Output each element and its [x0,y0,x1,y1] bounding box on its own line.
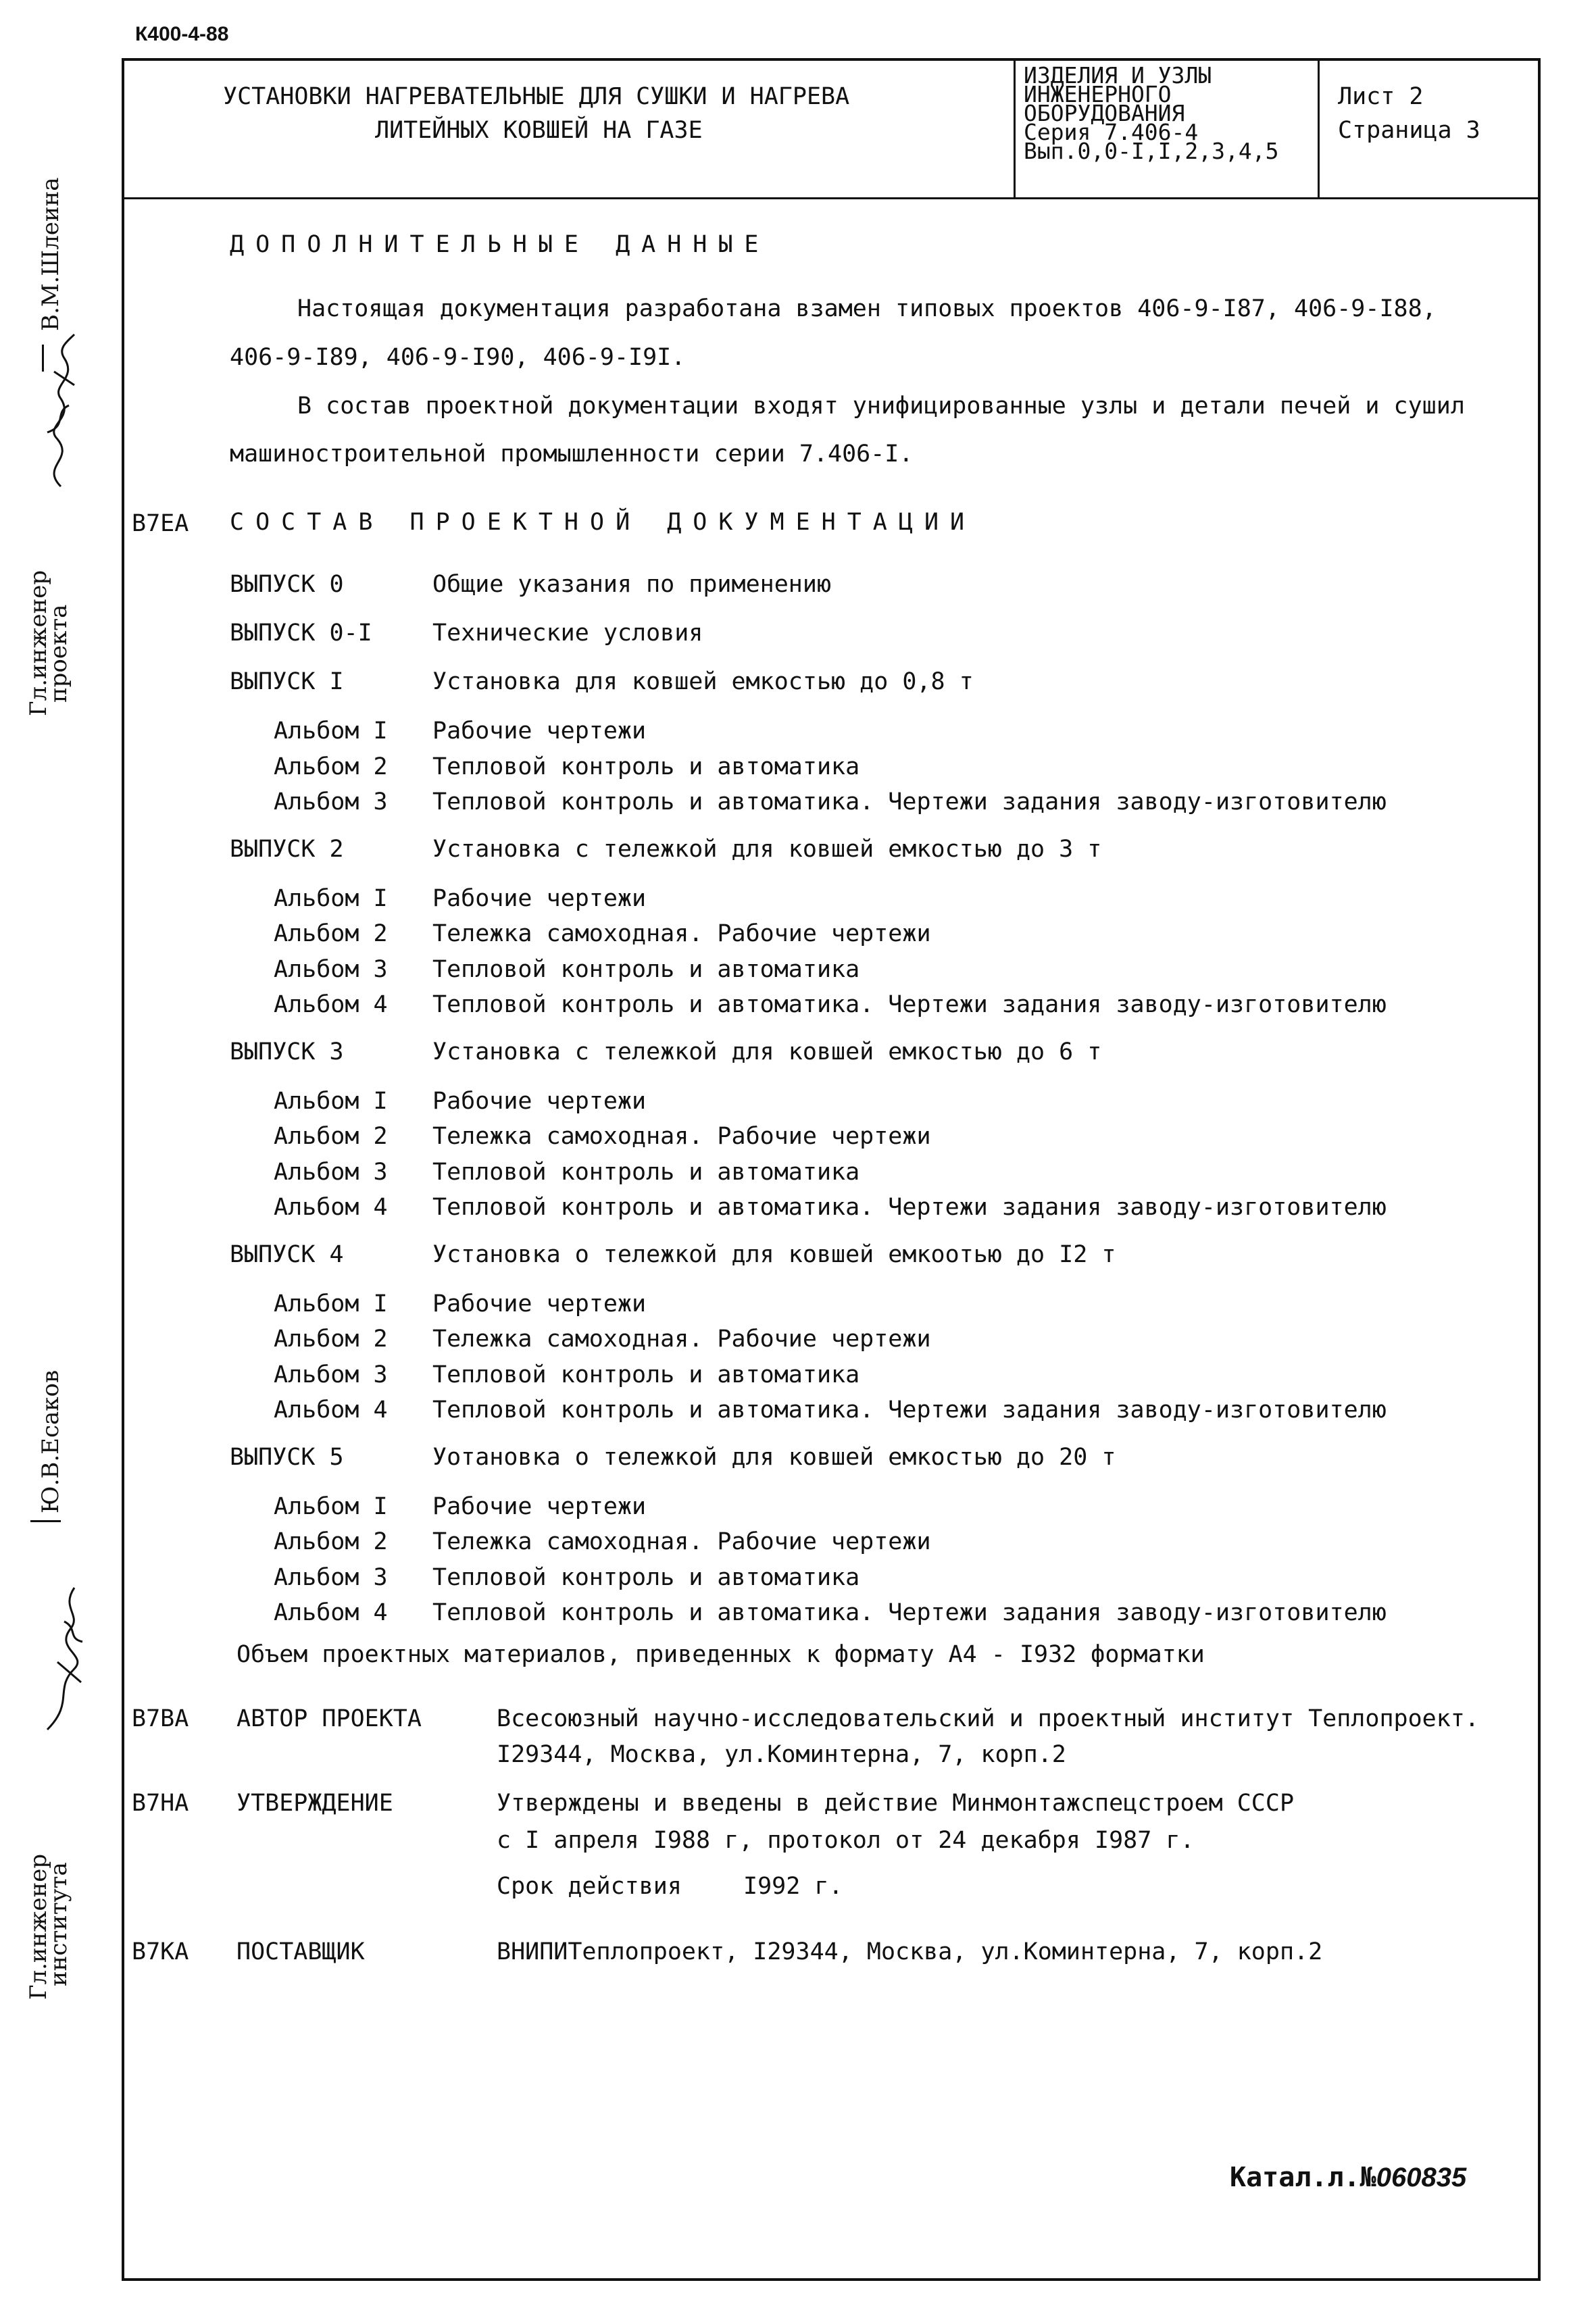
composition-code: В7ЕА [132,510,189,537]
supplier-label: ПОСТАВЩИК [236,1938,365,1965]
author-label: АВТОР ПРОЕКТА [236,1705,422,1732]
composition-item-label: Альбом 4 [274,1599,388,1626]
catalog-label: Катал.л.№ [1230,2162,1376,2193]
composition-item-label: Альбом 3 [274,1159,388,1186]
composition-heading: СОСТАВ ПРОЕКТНОЙ ДОКУМЕНТАЦИИ [230,509,976,536]
composition-item-text: Установка с тележкой для ковшей емкостью до 6 т [432,1038,1102,1065]
composition-item-label: ВЫПУСК 4 [230,1241,344,1268]
composition-item-text: Тележка самоходная. Рабочие чертежи [432,1123,931,1150]
header-series-line: Вып.0,0-I,I,2,3,4,5 [1024,138,1279,164]
sheet-number: Лист 2 [1338,83,1424,110]
side-role-2b: института [45,1862,72,1986]
header-series-line: Серия 7.406-4 [1024,119,1199,145]
composition-item-text: Тепловой контроль и автоматика. Чертежи задания заводу-изготовителю [432,1397,1387,1424]
composition-item-label: ВЫПУСК 0 [230,571,344,598]
composition-item-text: Тепловой контроль и автоматика. Чертежи задания заводу-изготовителю [432,1194,1387,1221]
composition-item-label: Альбом I [274,1290,388,1317]
composition-item-label: Альбом 4 [274,1194,388,1221]
composition-item-text: Установка для ковшей емкостью до 0,8 т [432,668,974,695]
composition-item-label: Альбом I [274,1088,388,1115]
dash-mark [42,345,44,372]
side-name-2: Ю.В.Есаков [37,1369,64,1513]
validity-label: Срок действия [497,1873,682,1900]
composition-item-text: Тепловой контроль и автоматика [432,956,860,983]
approval-line-1: Утверждены и введены в действие Минмонтажспецстроем СССР [497,1790,1295,1817]
composition-item-text: Технические условия [432,620,703,647]
header-title-line-1: УСТАНОВКИ НАГРЕВАТЕЛЬНЫЕ ДЛЯ СУШКИ И НАГРЕВА [223,83,850,110]
side-role-2: Гл.инженер [25,1853,52,2000]
composition-item-label: Альбом 3 [274,1564,388,1591]
composition-item-label: ВЫПУСК 2 [230,836,344,863]
composition-item-label: Альбом 2 [274,920,388,947]
composition-item-text: Тепловой контроль и автоматика [432,1361,860,1388]
side-role-1b: проекта [45,604,72,703]
approval-code: В7НА [132,1790,189,1817]
composition-item-text: Тепловой контроль и автоматика. Чертежи задания заводу-изготовителю [432,1599,1387,1626]
header-series-line: ИНЖЕНЕРНОГО [1024,81,1172,107]
header-column-divider-1 [1014,58,1016,197]
composition-item-text: Установка с тележкой для ковшей емкостью до 3 т [432,836,1102,863]
composition-item-text: Тепловой контроль и автоматика. Чертежи задания заводу-изготовителю [432,788,1387,815]
composition-item-text: Тележка самоходная. Рабочие чертежи [432,1528,931,1555]
supplier-text: ВНИПИТеплопроект, I29344, Москва, ул.Коминтерна, 7, корп.2 [497,1938,1323,1965]
volume-note: Объем проектных материалов, приведенных к формату А4 - I932 форматки [236,1641,1205,1668]
signature-1 [27,331,88,493]
header-title-line-2: ЛИТЕЙНЫХ КОВШЕЙ НА ГАЗЕ [375,117,703,144]
composition-item-label: Альбом 4 [274,1397,388,1424]
composition-item-label: Альбом 2 [274,1123,388,1150]
header-column-divider-2 [1318,58,1320,197]
composition-item-label: Альбом I [274,718,388,745]
catalog-value: 060835 [1376,2163,1467,2192]
signature-2 [34,1581,95,1736]
composition-item-text: Тепловой контроль и автоматика. Чертежи задания заводу-изготовителю [432,991,1387,1018]
composition-item-label: Альбом 3 [274,788,388,815]
author-code: В7ВА [132,1705,189,1732]
composition-item-label: Альбом I [274,1493,388,1520]
composition-item-label: Альбом 4 [274,991,388,1018]
extra-paragraph-1-line-1: Настоящая документация разработана взамен типовых проектов 406-9-I87, 406-9-I88, [297,295,1437,322]
page-number: Страница 3 [1338,117,1480,144]
author-line-2: I29344, Москва, ул.Коминтерна, 7, корп.2 [497,1741,1066,1768]
composition-item-text: Установка о тележкой для ковшей емкоотью до I2 т [432,1241,1116,1268]
composition-item-text: Уотановка о тележкой для ковшей емкостью до 20 т [432,1444,1116,1471]
author-line-1: Всесоюзный научно-исследовательский и проектный институт Теплопроект. [497,1705,1479,1732]
composition-item-text: Рабочие чертежи [432,718,647,745]
composition-item-text: Рабочие чертежи [432,1493,647,1520]
composition-item-label: Альбом 2 [274,1326,388,1353]
header-series-block [1024,62,1279,164]
composition-item-label: ВЫПУСК 3 [230,1038,344,1065]
extra-heading: ДОПОЛНИТЕЛЬНЫЕ ДАННЫЕ [230,231,770,258]
approval-label: УТВЕРЖДЕНИЕ [236,1790,393,1817]
approval-line-2: с I апреля I988 г, протокол от 24 декабря I987 г. [497,1827,1195,1854]
composition-item-text: Рабочие чертежи [432,1088,647,1115]
extra-paragraph-2-line-1: В состав проектной документации входят унифицированные узлы и детали печей и сушил [297,393,1465,420]
validity-value: I992 г. [743,1873,843,1900]
composition-item-label: ВЫПУСК 0-I [230,620,372,647]
composition-item-text: Тележка самоходная. Рабочие чертежи [432,920,931,947]
composition-item-label: ВЫПУСК 5 [230,1444,344,1471]
header-series-line: ИЗДЕЛИЯ И УЗЛЫ [1024,62,1212,89]
dash-mark [30,1520,61,1522]
side-role-1: Гл.инженер [25,570,52,716]
composition-item-text: Тепловой контроль и автоматика [432,1564,860,1591]
composition-item-text: Тележка самоходная. Рабочие чертежи [432,1326,931,1353]
supplier-code: В7КА [132,1938,189,1965]
composition-item-label: Альбом 2 [274,1528,388,1555]
composition-item-label: Альбом 3 [274,956,388,983]
composition-item-label: Альбом 3 [274,1361,388,1388]
extra-paragraph-1-line-2: 406-9-I89, 406-9-I90, 406-9-I9I. [230,344,686,371]
composition-item-text: Рабочие чертежи [432,1290,647,1317]
header-series-line: ОБОРУДОВАНИЯ [1024,100,1185,126]
composition-item-label: ВЫПУСК I [230,668,344,695]
document-code: К400-4-88 [135,23,229,45]
composition-item-label: Альбом I [274,885,388,912]
extra-paragraph-2-line-2: машиностроительной промышленности серии 7.406-I. [230,441,914,468]
header-divider [122,197,1541,199]
side-name-1: В.М.Шлеина [37,177,64,331]
composition-item-text: Тепловой контроль и автоматика [432,1159,860,1186]
composition-item-text: Общие указания по применению [432,571,832,598]
catalog-number [1230,2162,1466,2193]
composition-item-text: Рабочие чертежи [432,885,647,912]
composition-item-label: Альбом 2 [274,753,388,780]
composition-item-text: Тепловой контроль и автоматика [432,753,860,780]
